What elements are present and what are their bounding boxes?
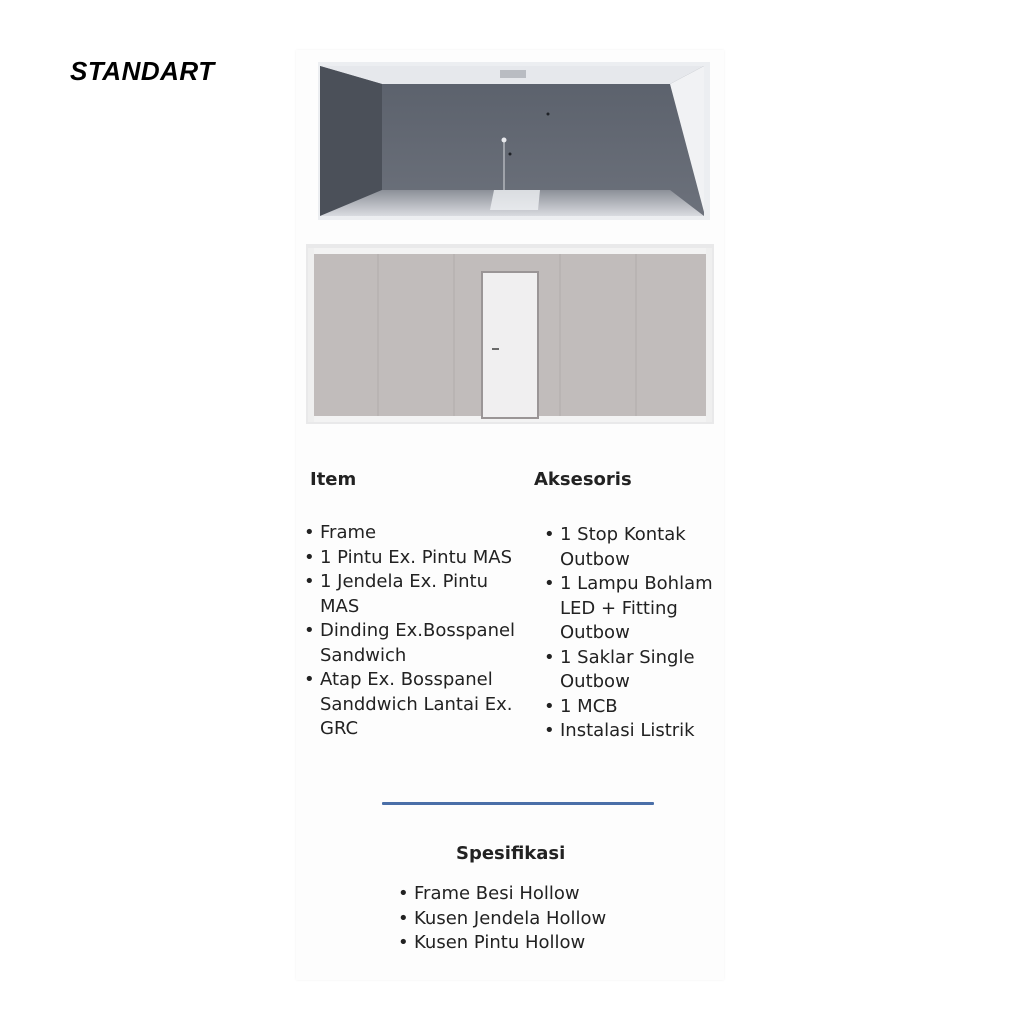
list-item: • 1 MCB xyxy=(544,695,724,720)
list-item: • Frame Besi Hollow xyxy=(398,882,678,907)
aksesoris-heading: Aksesoris xyxy=(534,469,632,490)
list-item: • Frame xyxy=(304,521,536,546)
list-item: • 1 Pintu Ex. Pintu MAS xyxy=(304,546,536,571)
section-divider xyxy=(382,802,654,805)
list-item: • 1 Saklar Single Outbow xyxy=(544,646,710,695)
item-heading: Item xyxy=(310,469,357,490)
list-item: • Kusen Pintu Hollow xyxy=(398,931,678,956)
list-item: • Dinding Ex.Bosspanel Sandwich xyxy=(304,619,530,668)
list-item: • 1 Jendela Ex. Pintu MAS xyxy=(304,570,510,619)
list-item: • Kusen Jendela Hollow xyxy=(398,907,678,932)
container-interior-image xyxy=(318,62,710,220)
item-list xyxy=(304,521,536,742)
standart-label: STANDART xyxy=(70,56,215,86)
list-item: • 1 Stop Kontak Outbow xyxy=(544,523,700,572)
container-exterior-image xyxy=(306,244,714,424)
aksesoris-list xyxy=(544,523,724,744)
spesifikasi-list xyxy=(398,882,678,956)
list-item: • Instalasi Listrik xyxy=(544,719,724,744)
list-item: • 1 Lampu Bohlam LED + Fitting Outbow xyxy=(544,572,720,646)
spesifikasi-heading: Spesifikasi xyxy=(456,843,566,864)
list-item: • Atap Ex. Bosspanel Sanddwich Lantai Ex. GRC xyxy=(304,668,520,742)
